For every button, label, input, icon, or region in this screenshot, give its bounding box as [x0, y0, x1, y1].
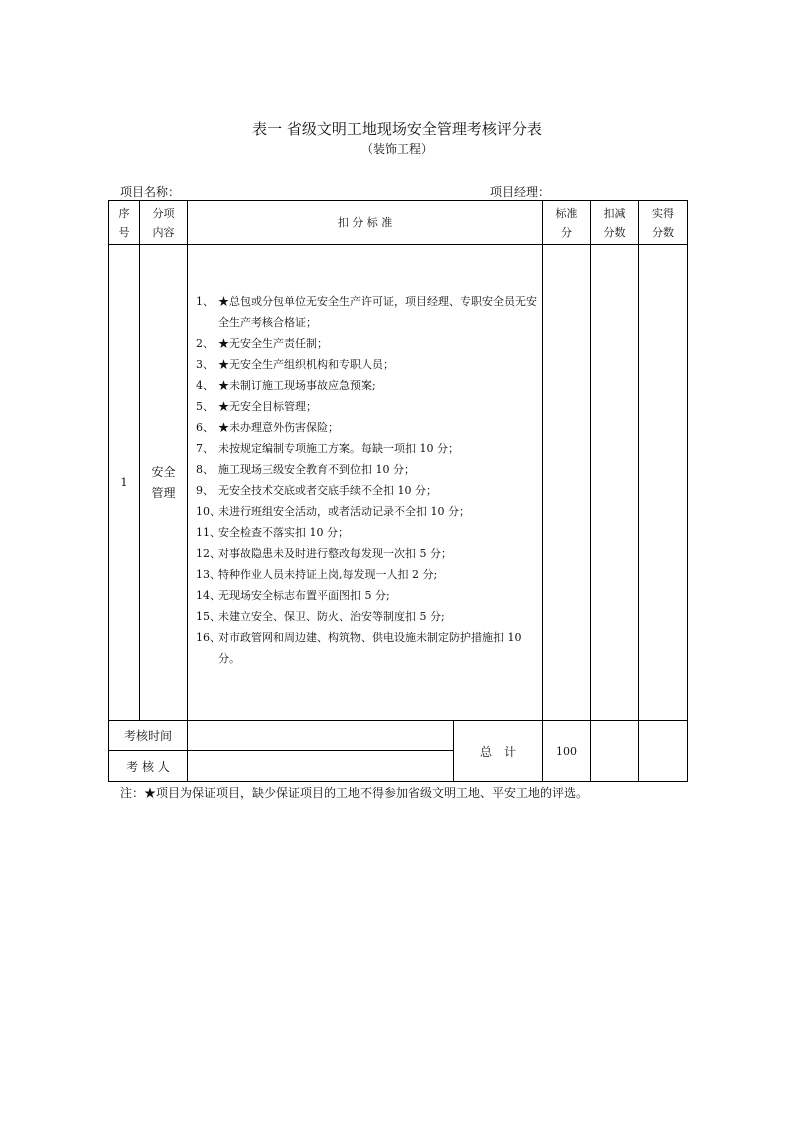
list-item	[196, 543, 538, 564]
list-item	[196, 354, 538, 375]
list-item-text: 未按规定编制专项施工方案。每缺一项扣 10 分；	[218, 442, 459, 455]
list-item	[196, 627, 538, 669]
list-item-number: 11、	[196, 526, 221, 539]
header-deduct-score: 扣减分数	[591, 201, 639, 245]
total-label: 总 计	[454, 721, 543, 782]
list-item-number: 14、	[196, 589, 221, 602]
total-value: 100	[543, 721, 591, 782]
list-item-number: 13、	[196, 568, 221, 581]
list-item-number: 12、	[196, 547, 221, 560]
list-item-text: ★未制订施工现场事故应急预案;	[218, 379, 376, 392]
list-item	[196, 438, 538, 459]
list-item-number: 9、	[196, 484, 214, 497]
row-actual-score[interactable]	[639, 245, 688, 721]
list-item-number: 1、	[196, 295, 214, 308]
list-item	[196, 396, 538, 417]
assessor-label: 考 核 人	[109, 751, 188, 782]
header-category: 分项内容	[140, 201, 188, 245]
list-item-number: 15、	[196, 610, 221, 623]
assessor-value[interactable]	[188, 751, 454, 782]
list-item	[196, 459, 538, 480]
list-item	[196, 480, 538, 501]
list-item	[196, 333, 538, 354]
list-item-number: 5、	[196, 400, 214, 413]
project-name-label: 项目名称：	[120, 185, 181, 199]
list-item-text: ★无安全生产责任制；	[218, 337, 328, 350]
list-item-text: ★总包或分包单位无安全生产许可证，项目经理、专职安全员无安全生产考核合格证；	[218, 295, 537, 329]
form-subtitle: （装饰工程）	[360, 142, 433, 156]
criteria-cell	[188, 245, 543, 721]
list-item-number: 8、	[196, 463, 214, 476]
list-item-text: 无安全技术交底或者交底手续不全扣 10 分；	[218, 484, 437, 497]
list-item-text: ★未办理意外伤害保险；	[218, 421, 339, 434]
list-item-number: 7、	[196, 442, 214, 455]
list-item-text: 施工现场三级安全教育不到位扣 10 分；	[218, 463, 415, 476]
header-seq: 序号	[109, 201, 140, 245]
list-item-number: 3、	[196, 358, 214, 371]
list-item-text: 对事故隐患未及时进行整改每发现一次扣 5 分；	[218, 547, 452, 560]
total-actual-score[interactable]	[639, 721, 688, 782]
list-item	[196, 522, 538, 543]
header-standard-score: 标准分	[543, 201, 591, 245]
list-item-text: 未建立安全、保卫、防火、治安等制度扣 5 分;	[218, 610, 445, 623]
list-item-number: 16、	[196, 631, 221, 644]
list-item	[196, 291, 538, 333]
assess-time-value[interactable]	[188, 721, 454, 751]
list-item-number: 2、	[196, 337, 214, 350]
list-item-text: ★无安全生产组织机构和专职人员；	[218, 358, 394, 371]
list-item	[196, 606, 538, 627]
header-actual-score: 实得分数	[639, 201, 688, 245]
list-item-text: ★无安全目标管理；	[218, 400, 317, 413]
list-item-number: 4、	[196, 379, 214, 392]
assess-time-row	[109, 721, 688, 751]
list-item	[196, 375, 538, 396]
footnote: 注：★项目为保证项目，缺少保证项目的工地不得参加省级文明工地、平安工地的评选。	[120, 786, 589, 800]
assess-time-label: 考核时间	[109, 721, 188, 751]
list-item-text: 无现场安全标志布置平面图扣 5 分;	[218, 589, 390, 602]
project-manager-label: 项目经理：	[490, 185, 551, 199]
list-item-text: 特种作业人员未持证上岗,每发现一人扣 2 分;	[218, 568, 438, 581]
row-deduct-score[interactable]	[591, 245, 639, 721]
list-item	[196, 585, 538, 606]
list-item-text: 未进行班组安全活动，或者活动记录不全扣 10 分；	[218, 505, 470, 518]
list-item-text: 对市政管网和周边建、构筑物、供电设施未制定防护措施扣 10 分。	[218, 631, 522, 665]
scoring-table	[108, 200, 688, 782]
header-criteria: 扣 分 标 准	[188, 201, 543, 245]
row-standard-score	[543, 245, 591, 721]
list-item	[196, 417, 538, 438]
total-deduct-score[interactable]	[591, 721, 639, 782]
list-item-number: 6、	[196, 421, 214, 434]
row-seq: 1	[109, 245, 140, 721]
table-row	[109, 245, 688, 721]
table-header-row	[109, 201, 688, 245]
list-item	[196, 501, 538, 522]
criteria-list	[196, 291, 538, 669]
list-item-text: 安全检查不落实扣 10 分；	[218, 526, 349, 539]
list-item	[196, 564, 538, 585]
list-item-number: 10、	[196, 505, 221, 518]
form-title: 表一 省级文明工地现场安全管理考核评分表	[252, 120, 542, 138]
row-category: 安全管理	[140, 245, 188, 721]
